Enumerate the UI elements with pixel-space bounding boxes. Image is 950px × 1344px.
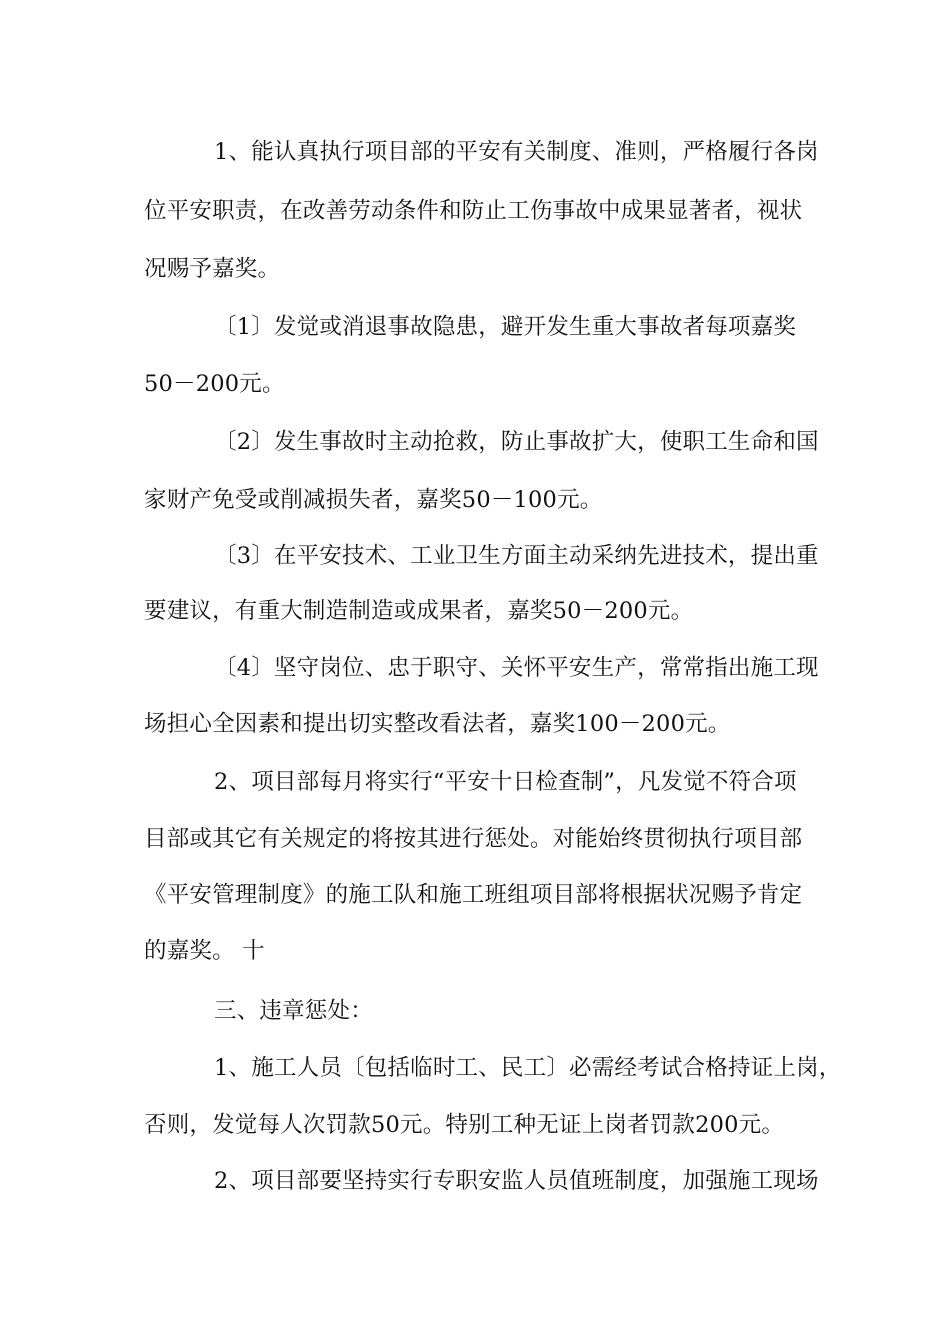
text-line: 《平安管理制度》的施工队和施工班组项目部将根据状况赐予肯定 (144, 882, 803, 908)
text-line: 2、项目部要坚持实行专职安监人员值班制度，加强施工现场 (214, 1168, 819, 1194)
text-line: 〔1〕发觉或消退事故隐患，避开发生重大事故者每项嘉奖 (214, 314, 797, 340)
text-line: 〔2〕发生事故时主动抢救，防止事故扩大，使职工生命和国 (214, 429, 819, 455)
text-line: 1、能认真执行项目部的平安有关制度、准则，严格履行各岗 (214, 139, 819, 165)
text-line: 位平安职责，在改善劳动条件和防止工伤事故中成果显著者，视状 (144, 198, 803, 224)
text-line: 三、违章惩处： (214, 998, 373, 1024)
text-line: 目部或其它有关规定的将按其进行惩处。对能始终贯彻执行项目部 (144, 826, 803, 852)
text-line: 1、施工人员〔包括临时工、民工〕必需经考试合格持证上岗， (214, 1055, 842, 1081)
text-line: 况赐予嘉奖。 (144, 256, 281, 282)
text-line: 〔4〕坚守岗位、忠于职守、关怀平安生产，常常指出施工现 (214, 655, 819, 681)
text-line: 家财产免受或削减损失者，嘉奖50－100元。 (144, 487, 603, 513)
text-line: 〔3〕在平安技术、工业卫生方面主动采纳先进技术，提出重 (214, 543, 819, 569)
text-line: 要建议，有重大制造制造或成果者，嘉奖50－200元。 (144, 598, 694, 624)
text-line: 50－200元。 (144, 371, 285, 397)
text-line: 否则，发觉每人次罚款50元。特别工种无证上岗者罚款200元。 (144, 1112, 785, 1138)
text-line: 场担心全因素和提出切实整改看法者，嘉奖100－200元。 (144, 711, 731, 737)
text-line: 2、项目部每月将实行“平安十日检查制”，凡发觉不符合项 (214, 769, 797, 795)
text-line: 的嘉奖。 十 (144, 938, 265, 964)
